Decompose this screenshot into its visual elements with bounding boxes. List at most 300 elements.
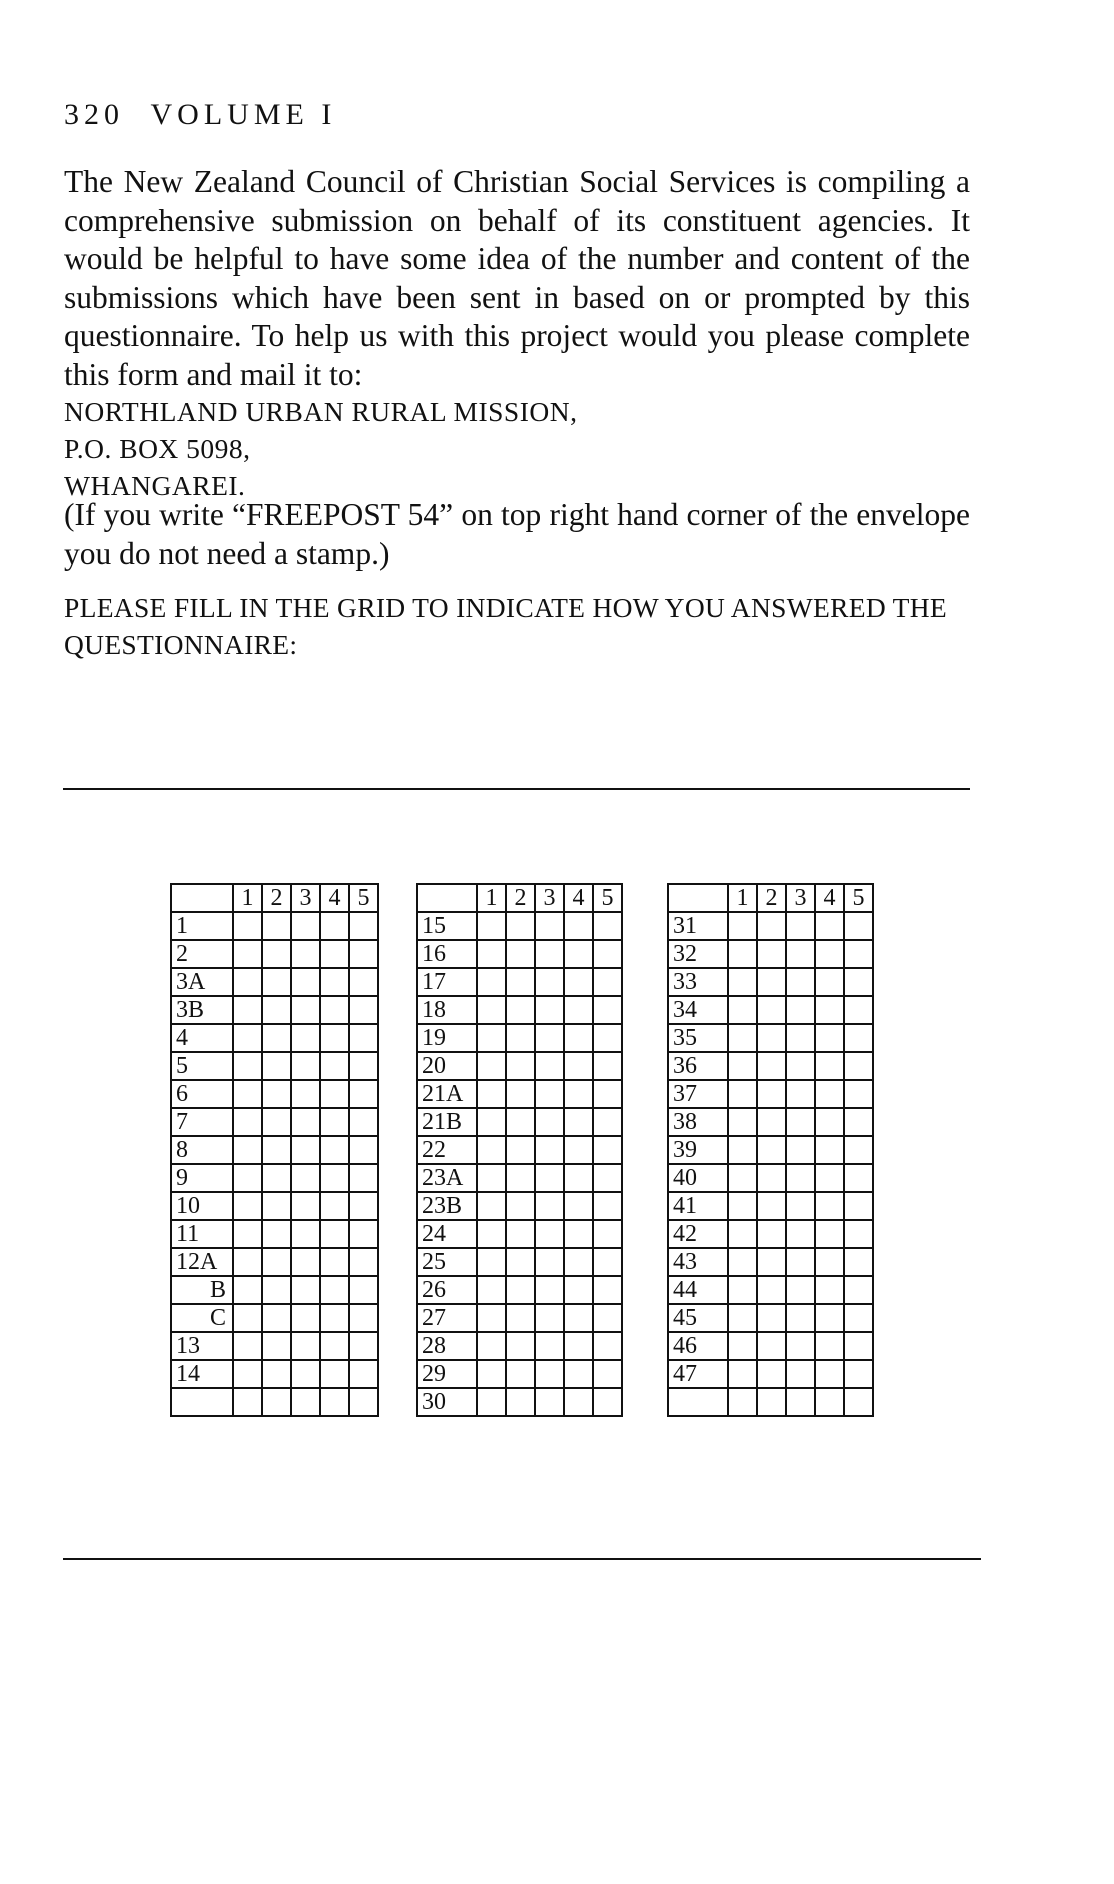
- answer-cell[interactable]: [477, 1332, 506, 1360]
- grid-row: [171, 1108, 378, 1136]
- answer-cell[interactable]: [728, 1024, 757, 1052]
- answer-cell[interactable]: [233, 1192, 262, 1220]
- answer-cell[interactable]: [786, 1108, 815, 1136]
- answer-cell[interactable]: [844, 1360, 873, 1388]
- answer-cell[interactable]: [320, 1276, 349, 1304]
- answer-cell[interactable]: [320, 996, 349, 1024]
- answer-cell[interactable]: [535, 940, 564, 968]
- answer-cell[interactable]: [757, 1388, 786, 1416]
- answer-cell[interactable]: [564, 1220, 593, 1248]
- answer-cell[interactable]: [728, 1388, 757, 1416]
- answer-cell[interactable]: [506, 1080, 535, 1108]
- answer-cell[interactable]: [320, 1192, 349, 1220]
- answer-cell[interactable]: [728, 1332, 757, 1360]
- answer-cell[interactable]: [233, 1332, 262, 1360]
- answer-cell[interactable]: [757, 996, 786, 1024]
- answer-cell[interactable]: [844, 1192, 873, 1220]
- answer-cell[interactable]: [786, 1304, 815, 1332]
- answer-cell[interactable]: [815, 1276, 844, 1304]
- answer-cell[interactable]: [262, 1248, 291, 1276]
- answer-cell[interactable]: [349, 996, 378, 1024]
- answer-cell[interactable]: [564, 1332, 593, 1360]
- answer-cell[interactable]: [786, 1360, 815, 1388]
- answer-cell[interactable]: [320, 940, 349, 968]
- answer-cell[interactable]: [757, 968, 786, 996]
- answer-cell[interactable]: [757, 1108, 786, 1136]
- answer-cell[interactable]: [728, 1220, 757, 1248]
- answer-cell[interactable]: [593, 1164, 622, 1192]
- answer-cell[interactable]: [786, 1192, 815, 1220]
- answer-cell[interactable]: [535, 1164, 564, 1192]
- answer-cell[interactable]: [262, 1052, 291, 1080]
- answer-cell[interactable]: [815, 940, 844, 968]
- answer-cell[interactable]: [477, 1164, 506, 1192]
- answer-cell[interactable]: [262, 1136, 291, 1164]
- answer-cell[interactable]: [320, 968, 349, 996]
- answer-cell[interactable]: [844, 1164, 873, 1192]
- question-number-label: 36: [668, 1052, 728, 1080]
- answer-cell[interactable]: [233, 940, 262, 968]
- answer-cell[interactable]: [564, 1080, 593, 1108]
- answer-cell[interactable]: [593, 1304, 622, 1332]
- answer-cell[interactable]: [506, 1192, 535, 1220]
- answer-cell[interactable]: [728, 1276, 757, 1304]
- answer-cell[interactable]: [262, 1304, 291, 1332]
- answer-cell[interactable]: [815, 1304, 844, 1332]
- grid-row: [417, 1164, 622, 1192]
- answer-cell[interactable]: [349, 968, 378, 996]
- answer-cell[interactable]: [291, 940, 320, 968]
- answer-cell[interactable]: [349, 1332, 378, 1360]
- answer-cell[interactable]: [593, 968, 622, 996]
- answer-cell[interactable]: [593, 1276, 622, 1304]
- answer-cell[interactable]: [349, 1248, 378, 1276]
- grid-row: [417, 1248, 622, 1276]
- answer-cell[interactable]: [786, 1080, 815, 1108]
- answer-cell[interactable]: [262, 1192, 291, 1220]
- answer-cell[interactable]: [349, 1192, 378, 1220]
- answer-cell[interactable]: [262, 1108, 291, 1136]
- answer-cell[interactable]: [757, 1164, 786, 1192]
- answer-cell[interactable]: [477, 1192, 506, 1220]
- answer-cell[interactable]: [728, 1360, 757, 1388]
- answer-cell[interactable]: [349, 1136, 378, 1164]
- answer-cell[interactable]: [757, 1360, 786, 1388]
- answer-cell[interactable]: [757, 940, 786, 968]
- answer-cell[interactable]: [291, 1024, 320, 1052]
- answer-cell[interactable]: [233, 912, 262, 940]
- answer-cell[interactable]: [786, 1248, 815, 1276]
- answer-cell[interactable]: [535, 996, 564, 1024]
- answer-cell[interactable]: [506, 1164, 535, 1192]
- answer-cell[interactable]: [262, 996, 291, 1024]
- answer-cell[interactable]: [291, 1108, 320, 1136]
- answer-cell[interactable]: [844, 1332, 873, 1360]
- answer-cell[interactable]: [535, 968, 564, 996]
- answer-cell[interactable]: [291, 968, 320, 996]
- answer-cell[interactable]: [844, 1052, 873, 1080]
- answer-cell[interactable]: [291, 1388, 320, 1416]
- answer-cell[interactable]: [844, 912, 873, 940]
- answer-cell[interactable]: [844, 940, 873, 968]
- answer-cell[interactable]: [564, 1276, 593, 1304]
- answer-cell[interactable]: [757, 1080, 786, 1108]
- answer-cell[interactable]: [233, 1052, 262, 1080]
- answer-cell[interactable]: [477, 1248, 506, 1276]
- answer-cell[interactable]: [757, 1220, 786, 1248]
- answer-cell[interactable]: [291, 1304, 320, 1332]
- answer-cell[interactable]: [506, 1276, 535, 1304]
- answer-cell[interactable]: [233, 1024, 262, 1052]
- answer-cell[interactable]: [262, 1080, 291, 1108]
- answer-cell[interactable]: [844, 1248, 873, 1276]
- answer-cell[interactable]: [844, 1080, 873, 1108]
- answer-cell[interactable]: [815, 1220, 844, 1248]
- grid-corner-cell: [171, 884, 233, 912]
- grid-row: [171, 1220, 378, 1248]
- answer-cell[interactable]: [477, 1108, 506, 1136]
- answer-cell[interactable]: [593, 1332, 622, 1360]
- answer-cell[interactable]: [815, 968, 844, 996]
- answer-cell[interactable]: [728, 1164, 757, 1192]
- answer-cell[interactable]: [815, 1080, 844, 1108]
- answer-cell[interactable]: [535, 912, 564, 940]
- answer-cell[interactable]: [506, 968, 535, 996]
- answer-cell[interactable]: [728, 1052, 757, 1080]
- answer-cell[interactable]: [233, 1360, 262, 1388]
- answer-cell[interactable]: [320, 1080, 349, 1108]
- answer-cell[interactable]: [506, 1332, 535, 1360]
- answer-cell[interactable]: [757, 912, 786, 940]
- answer-cell[interactable]: [757, 1024, 786, 1052]
- answer-cell[interactable]: [506, 996, 535, 1024]
- answer-cell[interactable]: [291, 912, 320, 940]
- answer-cell[interactable]: [535, 1080, 564, 1108]
- answer-cell[interactable]: [535, 1220, 564, 1248]
- answer-cell[interactable]: [728, 912, 757, 940]
- grid-row: [668, 1276, 873, 1304]
- answer-cell[interactable]: [262, 1276, 291, 1304]
- grid-row: [668, 968, 873, 996]
- answer-cell[interactable]: [477, 1024, 506, 1052]
- answer-cell[interactable]: [477, 1276, 506, 1304]
- answer-cell[interactable]: [477, 1220, 506, 1248]
- answer-cell[interactable]: [262, 1024, 291, 1052]
- answer-cell[interactable]: [786, 1164, 815, 1192]
- answer-cell[interactable]: [233, 1304, 262, 1332]
- answer-cell[interactable]: [815, 1164, 844, 1192]
- answer-cell[interactable]: [564, 940, 593, 968]
- answer-cell[interactable]: [506, 1388, 535, 1416]
- answer-cell[interactable]: [593, 1108, 622, 1136]
- grid-column-header: 3: [291, 884, 320, 912]
- answer-cell[interactable]: [564, 968, 593, 996]
- answer-cell[interactable]: [593, 1248, 622, 1276]
- answer-cell[interactable]: [233, 1388, 262, 1416]
- answer-cell[interactable]: [506, 1052, 535, 1080]
- answer-cell[interactable]: [786, 1332, 815, 1360]
- question-number-label: 19: [417, 1024, 477, 1052]
- answer-cell[interactable]: [535, 1108, 564, 1136]
- answer-cell[interactable]: [844, 1388, 873, 1416]
- answer-cell[interactable]: [564, 1108, 593, 1136]
- answer-cell[interactable]: [506, 1304, 535, 1332]
- answer-cell[interactable]: [506, 1136, 535, 1164]
- answer-cell[interactable]: [564, 1164, 593, 1192]
- answer-cell[interactable]: [233, 1136, 262, 1164]
- answer-cell[interactable]: [233, 996, 262, 1024]
- answer-cell[interactable]: [728, 968, 757, 996]
- answer-cell[interactable]: [349, 1024, 378, 1052]
- answer-cell[interactable]: [349, 1360, 378, 1388]
- answer-cell[interactable]: [320, 1360, 349, 1388]
- answer-cell[interactable]: [349, 1388, 378, 1416]
- answer-cell[interactable]: [535, 1136, 564, 1164]
- question-number-label: 6: [171, 1080, 233, 1108]
- answer-cell[interactable]: [728, 940, 757, 968]
- answer-cell[interactable]: [477, 968, 506, 996]
- answer-cell[interactable]: [844, 1136, 873, 1164]
- answer-cell[interactable]: [757, 1304, 786, 1332]
- answer-cell[interactable]: [535, 1248, 564, 1276]
- answer-cell[interactable]: [564, 1052, 593, 1080]
- answer-cell[interactable]: [262, 1220, 291, 1248]
- answer-cell[interactable]: [320, 1108, 349, 1136]
- answer-cell[interactable]: [593, 996, 622, 1024]
- answer-cell[interactable]: [320, 1388, 349, 1416]
- answer-cell[interactable]: [535, 1332, 564, 1360]
- answer-cell[interactable]: [477, 996, 506, 1024]
- grid-row: [668, 1332, 873, 1360]
- answer-cell[interactable]: [815, 1388, 844, 1416]
- answer-cell[interactable]: [786, 1136, 815, 1164]
- answer-cell[interactable]: [349, 912, 378, 940]
- answer-cell[interactable]: [728, 1136, 757, 1164]
- answer-cell[interactable]: [349, 1052, 378, 1080]
- answer-cell[interactable]: [233, 968, 262, 996]
- grid-column-header: 5: [844, 884, 873, 912]
- answer-cell[interactable]: [844, 1276, 873, 1304]
- answer-cell[interactable]: [477, 1136, 506, 1164]
- answer-cell[interactable]: [786, 1052, 815, 1080]
- answer-cell[interactable]: [593, 1080, 622, 1108]
- volume-label: VOLUME I: [150, 98, 337, 131]
- answer-cell[interactable]: [506, 1220, 535, 1248]
- answer-cell[interactable]: [728, 1248, 757, 1276]
- answer-cell[interactable]: [757, 1136, 786, 1164]
- answer-cell[interactable]: [564, 1136, 593, 1164]
- answer-cell[interactable]: [349, 1164, 378, 1192]
- answer-cell[interactable]: [477, 1388, 506, 1416]
- answer-cell[interactable]: [506, 1024, 535, 1052]
- answer-cell[interactable]: [349, 1080, 378, 1108]
- answer-cell[interactable]: [593, 1024, 622, 1052]
- answer-cell[interactable]: [291, 1332, 320, 1360]
- answer-cell[interactable]: [477, 912, 506, 940]
- answer-cell[interactable]: [291, 1360, 320, 1388]
- answer-cell[interactable]: [535, 1388, 564, 1416]
- answer-cell[interactable]: [320, 1332, 349, 1360]
- answer-cell[interactable]: [291, 1136, 320, 1164]
- grid-row: [171, 1052, 378, 1080]
- answer-cell[interactable]: [757, 1332, 786, 1360]
- answer-cell[interactable]: [233, 1164, 262, 1192]
- answer-cell[interactable]: [535, 1276, 564, 1304]
- answer-cell[interactable]: [320, 1024, 349, 1052]
- answer-cell[interactable]: [815, 996, 844, 1024]
- question-number-label: 10: [171, 1192, 233, 1220]
- answer-cell[interactable]: [233, 1220, 262, 1248]
- answer-cell[interactable]: [262, 1332, 291, 1360]
- answer-cell[interactable]: [535, 1360, 564, 1388]
- answer-cell[interactable]: [815, 1052, 844, 1080]
- question-number-label: 34: [668, 996, 728, 1024]
- answer-cell[interactable]: [262, 1164, 291, 1192]
- answer-cell[interactable]: [593, 1388, 622, 1416]
- answer-cell[interactable]: [815, 1024, 844, 1052]
- question-number-label: 38: [668, 1108, 728, 1136]
- answer-cell[interactable]: [320, 1220, 349, 1248]
- answer-cell[interactable]: [757, 1248, 786, 1276]
- answer-cell[interactable]: [349, 1304, 378, 1332]
- answer-cell[interactable]: [320, 1248, 349, 1276]
- answer-cell[interactable]: [564, 1388, 593, 1416]
- answer-cell[interactable]: [844, 1220, 873, 1248]
- answer-cell[interactable]: [593, 1192, 622, 1220]
- answer-cell[interactable]: [477, 940, 506, 968]
- answer-cell[interactable]: [786, 1220, 815, 1248]
- answer-cell[interactable]: [786, 1276, 815, 1304]
- answer-cell[interactable]: [593, 1052, 622, 1080]
- answer-cell[interactable]: [349, 1220, 378, 1248]
- grid-row: [417, 1192, 622, 1220]
- answer-cell[interactable]: [593, 1220, 622, 1248]
- question-number-label: 18: [417, 996, 477, 1024]
- answer-cell[interactable]: [757, 1192, 786, 1220]
- answer-cell[interactable]: [564, 1360, 593, 1388]
- answer-cell[interactable]: [320, 1164, 349, 1192]
- answer-cell[interactable]: [815, 1360, 844, 1388]
- answer-cell[interactable]: [786, 1388, 815, 1416]
- answer-cell[interactable]: [786, 996, 815, 1024]
- answer-cell[interactable]: [535, 1024, 564, 1052]
- grid-corner-cell: [417, 884, 477, 912]
- answer-cell[interactable]: [593, 940, 622, 968]
- answer-cell[interactable]: [844, 996, 873, 1024]
- question-number-label: 21A: [417, 1080, 477, 1108]
- answer-cell[interactable]: [291, 1164, 320, 1192]
- answer-cell[interactable]: [349, 1276, 378, 1304]
- answer-cell[interactable]: [291, 996, 320, 1024]
- answer-cell[interactable]: [786, 968, 815, 996]
- answer-cell[interactable]: [535, 1192, 564, 1220]
- answer-cell[interactable]: [291, 1220, 320, 1248]
- answer-cell[interactable]: [728, 1192, 757, 1220]
- question-number-label: 17: [417, 968, 477, 996]
- answer-cell[interactable]: [320, 912, 349, 940]
- answer-cell[interactable]: [291, 1052, 320, 1080]
- answer-cell[interactable]: [593, 1136, 622, 1164]
- answer-cell[interactable]: [506, 912, 535, 940]
- answer-cell[interactable]: [564, 1192, 593, 1220]
- answer-cell[interactable]: [233, 1276, 262, 1304]
- answer-cell[interactable]: [815, 1108, 844, 1136]
- answer-cell[interactable]: [291, 1192, 320, 1220]
- answer-cell[interactable]: [506, 940, 535, 968]
- answer-cell[interactable]: [320, 1136, 349, 1164]
- answer-cell[interactable]: [815, 912, 844, 940]
- answer-cell[interactable]: [815, 1248, 844, 1276]
- answer-cell[interactable]: [815, 1136, 844, 1164]
- answer-cell[interactable]: [291, 1248, 320, 1276]
- answer-cell[interactable]: [349, 1108, 378, 1136]
- answer-cell[interactable]: [320, 1052, 349, 1080]
- answer-cell[interactable]: [844, 1304, 873, 1332]
- address-line-3: WHANGAREI.: [64, 470, 246, 501]
- answer-cell[interactable]: [535, 1052, 564, 1080]
- question-number-label: B: [171, 1276, 233, 1304]
- answer-cell[interactable]: [535, 1304, 564, 1332]
- answer-cell[interactable]: [477, 1304, 506, 1332]
- answer-cell[interactable]: [291, 1080, 320, 1108]
- answer-cell[interactable]: [728, 1080, 757, 1108]
- answer-cell[interactable]: [233, 1080, 262, 1108]
- answer-cell[interactable]: [728, 996, 757, 1024]
- question-number-label: 27: [417, 1304, 477, 1332]
- question-number-label: 15: [417, 912, 477, 940]
- answer-cell[interactable]: [506, 1248, 535, 1276]
- answer-cell[interactable]: [786, 912, 815, 940]
- answer-cell[interactable]: [564, 1024, 593, 1052]
- answer-cell[interactable]: [233, 1108, 262, 1136]
- answer-cell[interactable]: [477, 1052, 506, 1080]
- answer-cell[interactable]: [593, 1360, 622, 1388]
- answer-cell[interactable]: [291, 1276, 320, 1304]
- answer-cell[interactable]: [815, 1332, 844, 1360]
- answer-cell[interactable]: [262, 1388, 291, 1416]
- answer-cell[interactable]: [262, 968, 291, 996]
- answer-cell[interactable]: [564, 996, 593, 1024]
- answer-cell[interactable]: [262, 940, 291, 968]
- answer-cell[interactable]: [593, 912, 622, 940]
- answer-cell[interactable]: [815, 1192, 844, 1220]
- answer-cell[interactable]: [564, 1248, 593, 1276]
- answer-cell[interactable]: [477, 1360, 506, 1388]
- answer-cell[interactable]: [728, 1304, 757, 1332]
- grid-row: [668, 940, 873, 968]
- answer-cell[interactable]: [728, 1108, 757, 1136]
- answer-cell[interactable]: [844, 1024, 873, 1052]
- answer-cell[interactable]: [506, 1108, 535, 1136]
- answer-cell[interactable]: [564, 912, 593, 940]
- answer-cell[interactable]: [757, 1276, 786, 1304]
- answer-cell[interactable]: [506, 1360, 535, 1388]
- grid-row: [417, 1080, 622, 1108]
- answer-cell[interactable]: [786, 940, 815, 968]
- answer-cell[interactable]: [844, 968, 873, 996]
- answer-cell[interactable]: [262, 1360, 291, 1388]
- answer-cell[interactable]: [564, 1304, 593, 1332]
- answer-cell[interactable]: [477, 1080, 506, 1108]
- answer-cell[interactable]: [786, 1024, 815, 1052]
- grid-instruction: PLEASE FILL IN THE GRID TO INDICATE HOW YOU ANSWERED THE QUESTIONNAIRE:: [64, 592, 948, 660]
- answer-cell[interactable]: [844, 1108, 873, 1136]
- answer-cell[interactable]: [262, 912, 291, 940]
- answer-cell[interactable]: [320, 1304, 349, 1332]
- answer-cell[interactable]: [349, 940, 378, 968]
- answer-cell[interactable]: [233, 1248, 262, 1276]
- answer-cell[interactable]: [757, 1052, 786, 1080]
